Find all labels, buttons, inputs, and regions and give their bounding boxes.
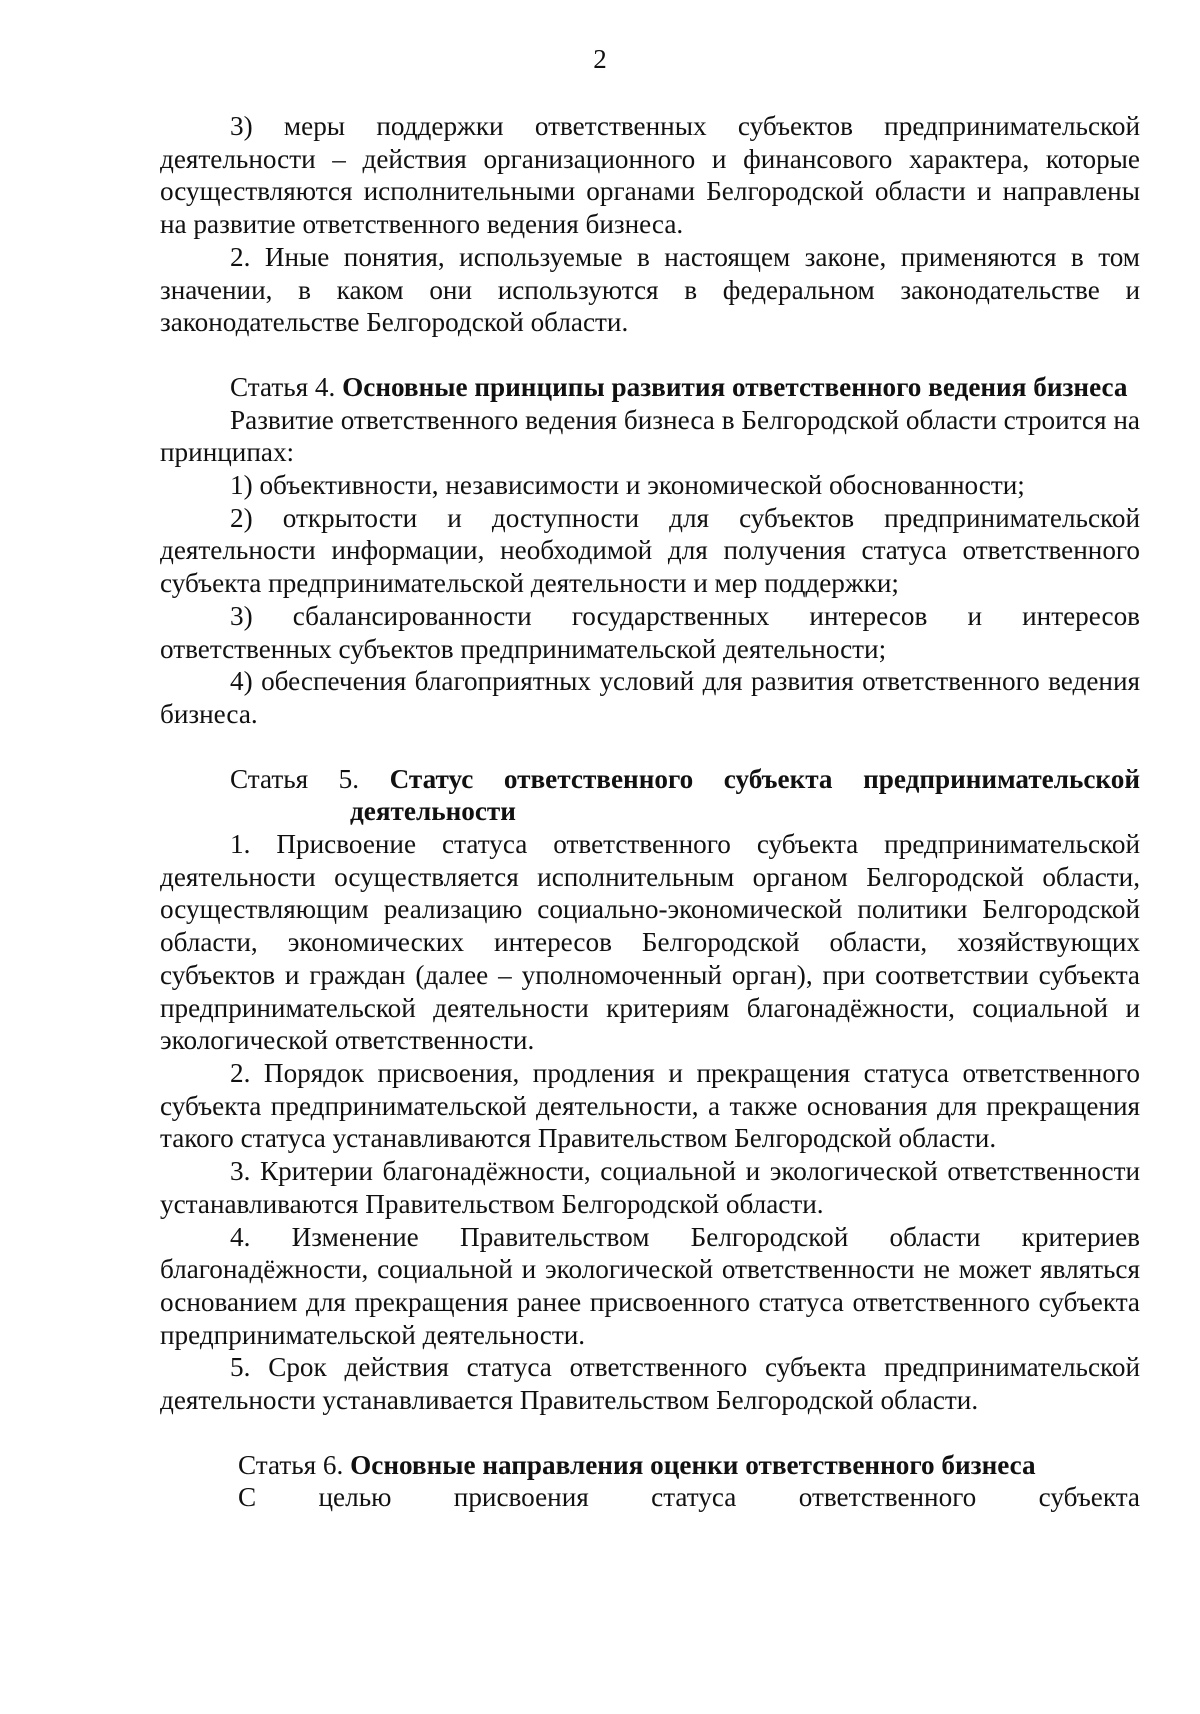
paragraph: 5. Срок действия статуса ответственного субъекта предпринимательской деятельности устанавливается Правительством Белгородской области.: [160, 1352, 1140, 1416]
paragraph: 1) объективности, независимости и экономической обоснованности;: [230, 470, 1025, 501]
page-number: 2: [593, 44, 607, 74]
paragraph: 2) открытости и доступности для субъектов предпринимательской деятельности информации, необходимой для получения статуса ответственного субъекта предпринимательской деятельности и мер поддержки;: [160, 502, 1140, 599]
paragraph: 2. Иные понятия, используемые в настоящем законе, применяются в том значении, в каком они используются в федеральном законодательстве и законодательстве Белгородской области.: [160, 241, 1140, 338]
paragraph: 2. Порядок присвоения, продления и прекращения статуса ответственного субъекта предпринимательской деятельности, а также основания для прекращения такого статуса устанавливаются Правительством Белгородской области.: [160, 1057, 1140, 1154]
paragraph: 1. Присвоение статуса ответственного субъекта предпринимательской деятельности осуществляется исполнительным органом Белгородской области, осуществляющим реализацию социально-экономической политики Белгородской области, экономических интересов Белгородской области, хозяйствующих субъектов и граждан (далее – уполномоченный орган), при соответствии субъекта предпринимательской деятельности критериям благонадёжности, социальной и экологической ответственности.: [160, 829, 1140, 1056]
paragraph: 4. Изменение Правительством Белгородской области критериев благонадёжности, социальной и экологической ответственности не может являться основанием для прекращения ранее присвоенного статуса ответственного субъекта предпринимательской деятельности.: [160, 1221, 1140, 1350]
article-number: Статья 6.: [238, 1449, 344, 1480]
article-number: Статья 5.: [230, 763, 360, 794]
article-heading: [160, 1449, 1140, 1482]
paragraph: Развитие ответственного ведения бизнеса в Белгородской области строится на принципах:: [160, 404, 1140, 468]
article-heading: [160, 763, 1140, 828]
paragraph: С целью присвоения статуса ответственного субъекта: [238, 1482, 1140, 1513]
paragraph: 3. Критерии благонадёжности, социальной и экологической ответственности устанавливаются Правительством Белгородской области.: [160, 1156, 1140, 1219]
paragraph: 3) меры поддержки ответственных субъектов предпринимательской деятельности – действия организационного и финансового характера, которые осуществляются исполнительными органами Белгородской области и направлены на развитие ответственного ведения бизнеса.: [160, 111, 1140, 240]
article-title: Статус ответственного субъекта предпринимательской деятельности: [350, 763, 1141, 827]
paragraph: 3) сбалансированности государственных интересов и интересов ответственных субъектов предпринимательской деятельности;: [160, 600, 1140, 664]
paragraph: 4) обеспечения благоприятных условий для развития ответственного ведения бизнеса.: [160, 666, 1140, 729]
article-title: Основные направления оценки ответственного бизнеса: [350, 1449, 1036, 1480]
article-title: Основные принципы развития ответственного ведения бизнеса: [342, 371, 1128, 402]
document-body: [160, 110, 1140, 1514]
article-heading: [160, 371, 1140, 404]
article-number: Статья 4.: [230, 371, 336, 402]
